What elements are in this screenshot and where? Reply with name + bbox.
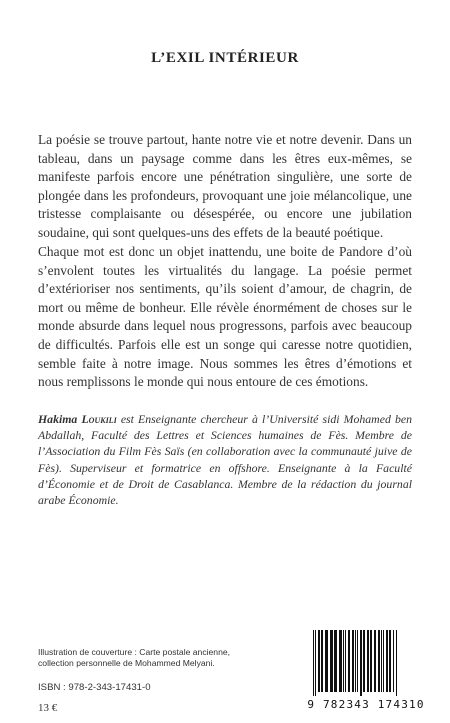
barcode-bar	[355, 630, 356, 692]
barcode-bar	[348, 630, 350, 692]
barcode-bar	[374, 630, 376, 692]
author-bio-text: est Enseignante chercheur à l’Université sidi Mohamed ben Abdallah, Faculté des Lettres et Sciences humaines de Fès. Membre de l’Association du Film Fès Saïs (en collaboration avec la communauté juive de Fès). Superviseur et formatrice en offshore. Enseignante à la Faculté d’Économie et de Droit de Casablanca. Membre de la rédaction du journal arabe Économie.	[38, 412, 412, 508]
barcode-bar	[345, 630, 346, 692]
cover-credit	[38, 647, 298, 669]
author-last-name: Loukili	[81, 412, 117, 426]
barcode-bars	[305, 628, 427, 696]
author-bio	[38, 411, 412, 508]
barcode-bar	[370, 630, 372, 692]
barcode-bar	[393, 630, 394, 692]
barcode-bar	[330, 630, 333, 692]
barcode-bar	[315, 630, 316, 696]
barcode-bar	[352, 630, 354, 692]
barcode-bar	[381, 630, 382, 692]
barcode-bar	[367, 630, 369, 692]
barcode-bar	[378, 630, 380, 692]
book-title: L’EXIL INTÉRIEUR	[151, 50, 299, 66]
barcode-bar	[321, 630, 323, 692]
barcode-bar	[357, 630, 358, 692]
paragraph-1: La poésie se trouve partout, hante notre vie et notre devenir. Dans un tableau, dans un paysage comme dans les êtres eux-mêmes, se manifeste parfois encore une pénétration singulière, une sorte de plongée dans les profondeurs, provoquant une joie mélancolique, une tristesse complaisante ou désespérée, ou encore une jubilation soudaine, qui sont quelques-uns des effets de la beauté poétique.	[38, 132, 412, 240]
cover-credit-line-2: collection personnelle de Mohammed Melyani.	[38, 658, 215, 668]
author-first-name: Hakima	[38, 412, 78, 426]
barcode-digits: 9 782343 174310	[307, 698, 425, 711]
barcode-bar	[389, 630, 391, 692]
barcode-bar	[363, 630, 365, 692]
barcode-bar	[383, 630, 384, 692]
barcode	[305, 628, 427, 714]
barcode-bar	[313, 630, 314, 696]
isbn: ISBN : 978-2-343-17431-0	[38, 682, 151, 693]
cover-credit-line-1: Illustration de couverture : Carte postale ancienne,	[38, 647, 231, 657]
barcode-bar	[334, 630, 337, 692]
barcode-bar	[339, 630, 342, 692]
barcode-bar	[318, 630, 320, 692]
price: 13 €	[38, 702, 58, 714]
barcode-bar	[343, 630, 344, 692]
barcode-bar	[396, 630, 397, 696]
barcode-bar	[360, 630, 362, 696]
paragraph-2: Chaque mot est donc un objet inattendu, une boite de Pandore d’où s’envolent toutes les virtualités du langage. La poésie permet d’extérioriser nos sentiments, qu’ils soient d’amour, de chagrin, de mort ou même de bonheur. Elle révèle énormément de choses sur le monde absurde dans lequel nous progressons, parfois avec beaucoup de difficultés. Parfois elle est un songe qui caresse notre quotidien, semble faite à notre image. Nous sommes les êtres d’émotions et nous remplissons le monde qui nous entoure de ces émotions.	[38, 244, 412, 390]
barcode-bar	[386, 630, 388, 692]
barcode-bar	[325, 630, 328, 692]
